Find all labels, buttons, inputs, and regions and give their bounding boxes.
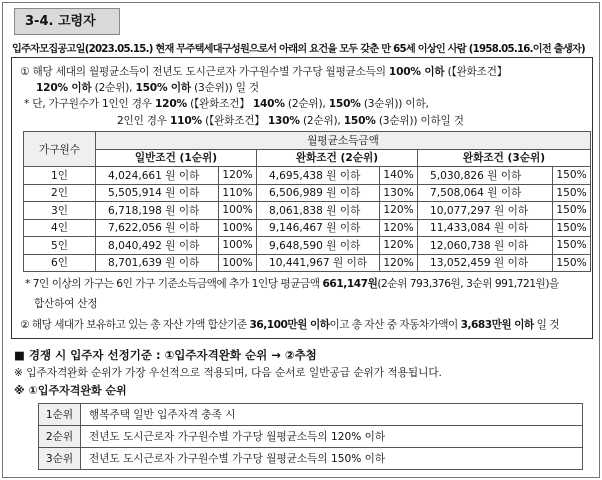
general-percent: 100% <box>219 202 257 220</box>
general-percent: 100% <box>219 254 257 272</box>
header-household-size: 가구원수 <box>24 132 96 167</box>
criterion-1-line-2: 120% 이하 (2순위), 150% 이하 (3순위)) 일 것 <box>36 82 259 94</box>
general-percent: 100% <box>219 237 257 255</box>
relaxed-2-percent: 120% <box>380 219 418 237</box>
general-amount: 8,040,492 원 이하 <box>96 237 219 255</box>
relaxed-3-amount: 12,060,738 원 이하 <box>418 237 553 255</box>
relaxed-2-amount: 4,695,438 원 이하 <box>257 167 380 185</box>
household-size: 1인 <box>24 167 96 185</box>
general-amount: 8,701,639 원 이하 <box>96 254 219 272</box>
general-percent: 100% <box>219 219 257 237</box>
note-7-persons-line-1: * 7인 이상의 가구는 6인 가구 기준소득금액에 추가 1인당 평균금액 661,147원(2순위 793,376원, 3순위 991,721원)을 <box>25 278 559 290</box>
general-amount: 5,505,914 원 이하 <box>96 184 219 202</box>
header-general-condition: 일반조건 (1순위) <box>96 149 257 167</box>
household-size: 6인 <box>24 254 96 272</box>
relaxed-2-percent: 120% <box>380 254 418 272</box>
table-row <box>24 167 591 185</box>
relaxed-rank-heading: ※ ①입주자격완화 순위 <box>14 384 127 397</box>
relaxed-2-amount: 8,061,838 원 이하 <box>257 202 380 220</box>
relaxed-3-percent: 150% <box>553 219 591 237</box>
table-row <box>39 404 583 426</box>
relaxed-2-amount: 6,506,989 원 이하 <box>257 184 380 202</box>
relaxed-3-amount: 13,052,459 원 이하 <box>418 254 553 272</box>
relaxed-3-percent: 150% <box>553 167 591 185</box>
general-amount: 7,622,056 원 이하 <box>96 219 219 237</box>
criterion-1-line-3: * 단, 가구원수가 1인인 경우 120% (【완화조건】 140% (2순위), 150% (3순위)) 이하, <box>24 98 429 110</box>
general-amount: 6,718,198 원 이하 <box>96 202 219 220</box>
criterion-1-line-4: 2인인 경우 110% (【완화조건】 130% (2순위), 150% (3순위)) 이하일 것 <box>117 115 464 127</box>
income-table <box>23 131 591 272</box>
table-row <box>39 448 583 470</box>
selection-criteria-heading: ■ 경쟁 시 입주자 선정기준 : ①입주자격완화 순위 → ②추첨 <box>14 348 317 362</box>
table-row <box>39 426 583 448</box>
criterion-2-asset-limit: ② 해당 세대가 보유하고 있는 총 자산 가액 합산기준 36,100만원 이하이고 총 자산 중 자동차가액이 3,683만원 이하 일 것 <box>20 319 559 331</box>
relaxed-2-percent: 130% <box>380 184 418 202</box>
header-monthly-income: 월평균소득금액 <box>96 132 591 150</box>
table-row <box>24 254 591 272</box>
general-amount: 4,024,661 원 이하 <box>96 167 219 185</box>
relaxed-3-amount: 10,077,297 원 이하 <box>418 202 553 220</box>
rank-label: 2순위 <box>39 426 81 448</box>
relaxed-3-amount: 5,030,826 원 이하 <box>418 167 553 185</box>
relaxed-3-percent: 150% <box>553 202 591 220</box>
household-size: 3인 <box>24 202 96 220</box>
header-relaxed-2nd: 완화조건 (2순위) <box>257 149 418 167</box>
intro-text: 입주자모집공고일(2023.05.15.) 현재 무주택세대구성원으로서 아래의 요건을 모두 갖춘 만 65세 이상인 사람 (1958.05.16.이전 출생자) <box>12 44 585 55</box>
relaxed-2-percent: 120% <box>380 202 418 220</box>
relaxed-3-percent: 150% <box>553 237 591 255</box>
household-size: 5인 <box>24 237 96 255</box>
household-size: 2인 <box>24 184 96 202</box>
table-row <box>24 202 591 220</box>
section-title: 3-4. 고령자 <box>14 8 120 35</box>
relaxed-3-percent: 150% <box>553 254 591 272</box>
relaxed-2-percent: 120% <box>380 237 418 255</box>
table-row <box>24 237 591 255</box>
table-row <box>24 184 591 202</box>
table-row <box>24 219 591 237</box>
header-relaxed-3rd: 완화조건 (3순위) <box>418 149 591 167</box>
rank-description: 전년도 도시근로자 가구원수별 가구당 월평균소득의 150% 이하 <box>81 448 583 470</box>
general-percent: 110% <box>219 184 257 202</box>
relaxed-2-amount: 9,146,467 원 이하 <box>257 219 380 237</box>
general-percent: 120% <box>219 167 257 185</box>
relaxed-2-amount: 9,648,590 원 이하 <box>257 237 380 255</box>
rank-label: 3순위 <box>39 448 81 470</box>
criterion-1-line-1: ① 해당 세대의 월평균소득이 전년도 도시근로자 가구원수별 가구당 월평균소득의 100% 이하 (【완화조건】 <box>20 66 508 78</box>
selection-note: ※ 입주자격완화 순위가 가장 우선적으로 적용되며, 다음 순서로 일반공급 순위가 적용됩니다. <box>14 367 442 379</box>
relaxed-3-amount: 11,433,084 원 이하 <box>418 219 553 237</box>
rank-description: 전년도 도시근로자 가구원수별 가구당 월평균소득의 120% 이하 <box>81 426 583 448</box>
rank-description: 행복주택 일반 입주자격 충족 시 <box>81 404 583 426</box>
rank-table <box>38 403 583 470</box>
household-size: 4인 <box>24 219 96 237</box>
relaxed-2-amount: 10,441,967 원 이하 <box>257 254 380 272</box>
relaxed-3-amount: 7,508,064 원 이하 <box>418 184 553 202</box>
rank-label: 1순위 <box>39 404 81 426</box>
relaxed-2-percent: 140% <box>380 167 418 185</box>
relaxed-3-percent: 150% <box>553 184 591 202</box>
note-7-persons-line-2: 합산하여 산정 <box>34 298 98 310</box>
